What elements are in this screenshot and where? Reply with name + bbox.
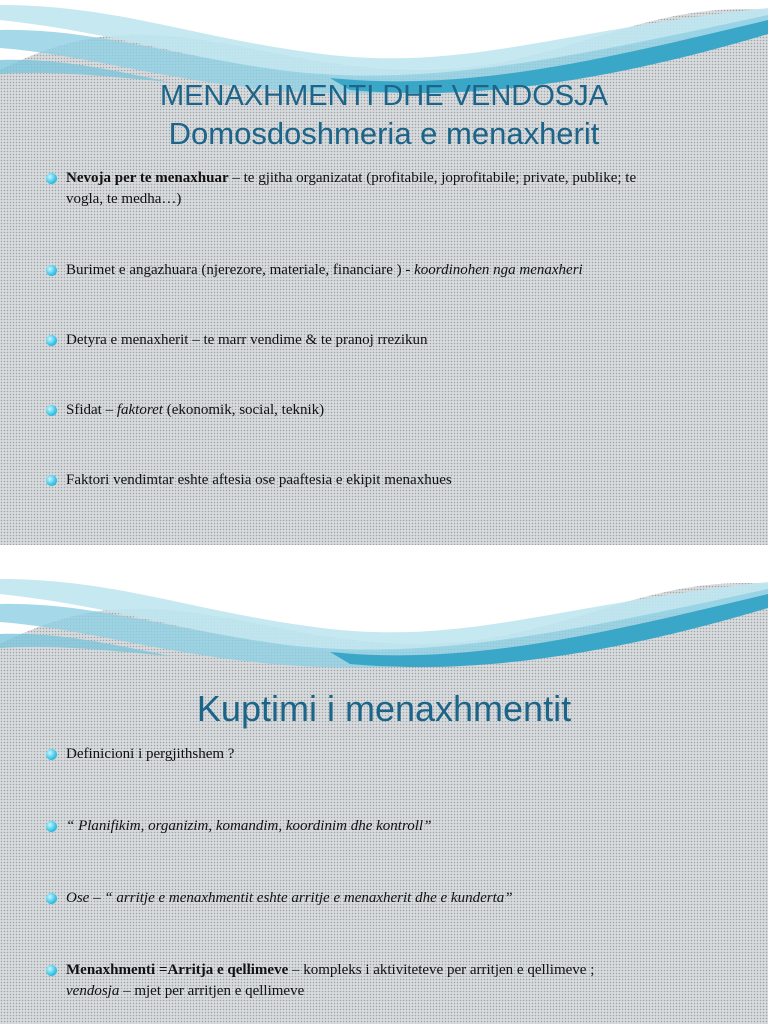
bullet-text: – te gjitha organizatat (profitabile, joprofitabile; private, publike; te vogla, te medha…) xyxy=(66,170,637,207)
sphere-bullet-icon xyxy=(46,821,57,832)
bullet-text: – kompleks i aktiviteteve per arritjen e qellimeve ; xyxy=(288,962,595,978)
bullet-text: Faktori vendimtar eshte aftesia ose paaftesia e ekipit menaxhues xyxy=(66,472,452,488)
slide-separator xyxy=(0,545,768,574)
bullet-italic: “ arritje e menaxhmentit eshte arritje e menaxherit dhe e kunderta” xyxy=(104,890,513,906)
sphere-bullet-icon xyxy=(46,173,57,184)
list-item xyxy=(48,744,648,765)
bullet-text: Burimet e angazhuara (njerezore, materiale, financiare ) - xyxy=(66,262,415,278)
list-item xyxy=(48,960,648,1002)
list-item xyxy=(48,816,648,837)
bullet-text: Sfidat – xyxy=(66,402,117,418)
list-item xyxy=(48,470,648,491)
bullet-text: – xyxy=(89,890,105,906)
sphere-bullet-icon xyxy=(46,965,57,976)
list-item xyxy=(48,168,648,210)
sphere-bullet-icon xyxy=(46,405,57,416)
bullet-italic: faktoret xyxy=(116,402,163,418)
bullet-text: Detyra e menaxherit – te marr vendime & te pranoj rrezikun xyxy=(66,332,428,348)
slide-2 xyxy=(0,574,768,1024)
slide-subtitle: Domosdoshmeria e menaxherit xyxy=(168,116,600,151)
slide-title-main: MENAXHMENTI DHE VENDOSJA xyxy=(160,80,608,112)
wave-decoration xyxy=(0,574,768,684)
bullet-text: (ekonomik, social, teknik) xyxy=(162,402,325,418)
sphere-bullet-icon xyxy=(46,265,57,276)
list-item xyxy=(48,260,648,281)
bullet-italic: Ose xyxy=(66,890,90,906)
sphere-bullet-icon xyxy=(46,893,57,904)
sphere-bullet-icon xyxy=(46,475,57,486)
slide-title-main: Kuptimi i menaxhmentit xyxy=(196,688,572,729)
bullet-bold: Nevoja per te menaxhuar xyxy=(66,170,229,186)
list-item xyxy=(48,888,648,909)
list-item xyxy=(48,330,648,351)
bullet-text: – mjet per arritjen e qellimeve xyxy=(119,983,305,999)
bullet-italic: “ Planifikim, organizim, komandim, koordinim dhe kontroll” xyxy=(66,818,432,834)
bullet-text: Definicioni i pergjithshem ? xyxy=(66,746,235,762)
sphere-bullet-icon xyxy=(46,335,57,346)
bullet-bold: Menaxhmenti =Arritja e qellimeve xyxy=(66,962,289,978)
sphere-bullet-icon xyxy=(46,749,57,760)
bullet-italic: vendosja xyxy=(66,983,120,999)
bullet-italic: koordinohen nga menaxheri xyxy=(414,262,583,278)
list-item xyxy=(48,400,648,421)
